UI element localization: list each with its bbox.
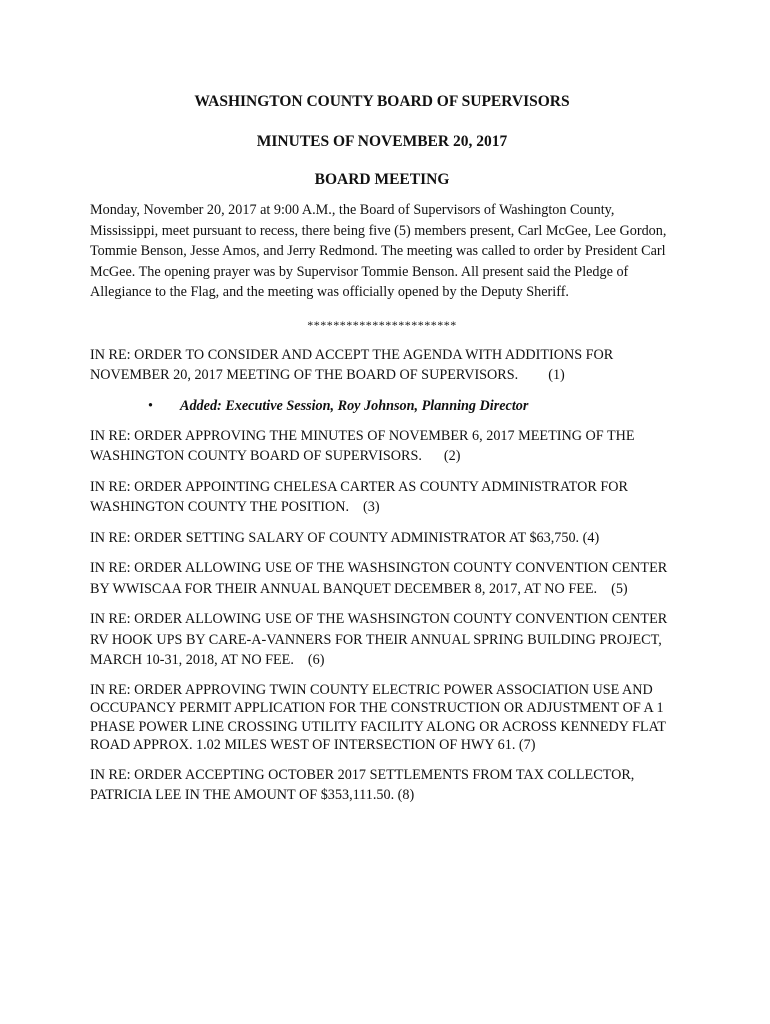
agenda-item-text: IN RE: ORDER APPROVING THE MINUTES OF NOVEMBER 6, 2017 MEETING OF THE WASHINGTON COUNTY BOARD OF SUPERVISORS. [90,427,635,464]
agenda-item-7: IN RE: ORDER APPROVING TWIN COUNTY ELECTRIC POWER ASSOCIATION USE AND OCCUPANCY PERMIT APPLICATION FOR THE CONSTRUCTION OR ADJUSTMENT OF A 1 PHASE POWER LINE CROSSING UTILITY FACILITY ALONG OR ACROSS KENNEDY FLAT ROAD APPROX. 1.02 MILES WEST OF INTERSECTION OF HWY 61. (7) [90,681,666,753]
agenda-item-ref: (3) [363,499,380,515]
intro-paragraph: Monday, November 20, 2017 at 9:00 A.M., the Board of Supervisors of Washington County, Mississippi, meet pursuant to recess, there being five (5) members present, Carl McGee, Lee Gordon, Tommie Benson, Jesse Amos, and Jerry Redmond. The meeting was called to order by President Carl McGee. The opening prayer was by Supervisor Tommie Benson. All present said the Pledge of Allegiance to the Flag, and the meeting was officially opened by the Deputy Sheriff. [90,202,667,300]
minutes-date-heading: MINUTES OF NOVEMBER 20, 2017 [256,133,508,150]
agenda-item-1 [90,345,674,386]
minutes-page [90,92,674,816]
agenda-item-6 [90,609,674,671]
bullet-text: Added: Executive Session, Roy Johnson, Planning Director [180,397,529,414]
agenda-item-3 [90,477,674,518]
agenda-item-ref: (5) [611,580,628,597]
meeting-type-heading: BOARD MEETING [314,171,450,188]
agenda-item-text: IN RE: ORDER TO CONSIDER AND ACCEPT THE AGENDA WITH ADDITIONS FOR NOVEMBER 20, 2017 MEETING OF THE BOARD OF SUPERVISORS. [90,346,614,383]
agenda-item-8: IN RE: ORDER ACCEPTING OCTOBER 2017 SETTLEMENTS FROM TAX COLLECTOR, PATRICIA LEE IN THE AMOUNT OF $353,111.50. (8) [90,766,635,803]
bullet-icon: • [148,397,153,414]
agenda-item-2 [90,426,674,467]
agenda-item-5 [90,558,674,599]
agenda-item-text: IN RE: ORDER ALLOWING USE OF THE WASHSINGTON COUNTY CONVENTION CENTER RV HOOK UPS BY CARE-A-VANNERS FOR THEIR ANNUAL SPRING BUILDING PROJECT, MARCH 10-31, 2018, AT NO FEE. [90,611,668,668]
agenda-item-4: IN RE: ORDER SETTING SALARY OF COUNTY ADMINISTRATOR AT $63,750. (4) [90,529,600,546]
agenda-item-text: IN RE: ORDER APPOINTING CHELESA CARTER AS COUNTY ADMINISTRATOR FOR WASHINGTON COUNTY THE POSITION. [90,478,628,515]
agenda-item-ref: (1) [548,367,565,383]
agenda-item-text: IN RE: ORDER ALLOWING USE OF THE WASHSINGTON COUNTY CONVENTION CENTER BY WWISCAA FOR THEIR ANNUAL BANQUET DECEMBER 8, 2017, AT NO FEE. [90,560,668,597]
agenda-item-ref: (2) [443,448,461,464]
added-items-bullet [90,396,674,416]
agenda-item-ref: (6) [307,652,325,668]
document-title: WASHINGTON COUNTY BOARD OF SUPERVISORS [194,93,570,110]
section-separator: *********************** [307,317,457,332]
